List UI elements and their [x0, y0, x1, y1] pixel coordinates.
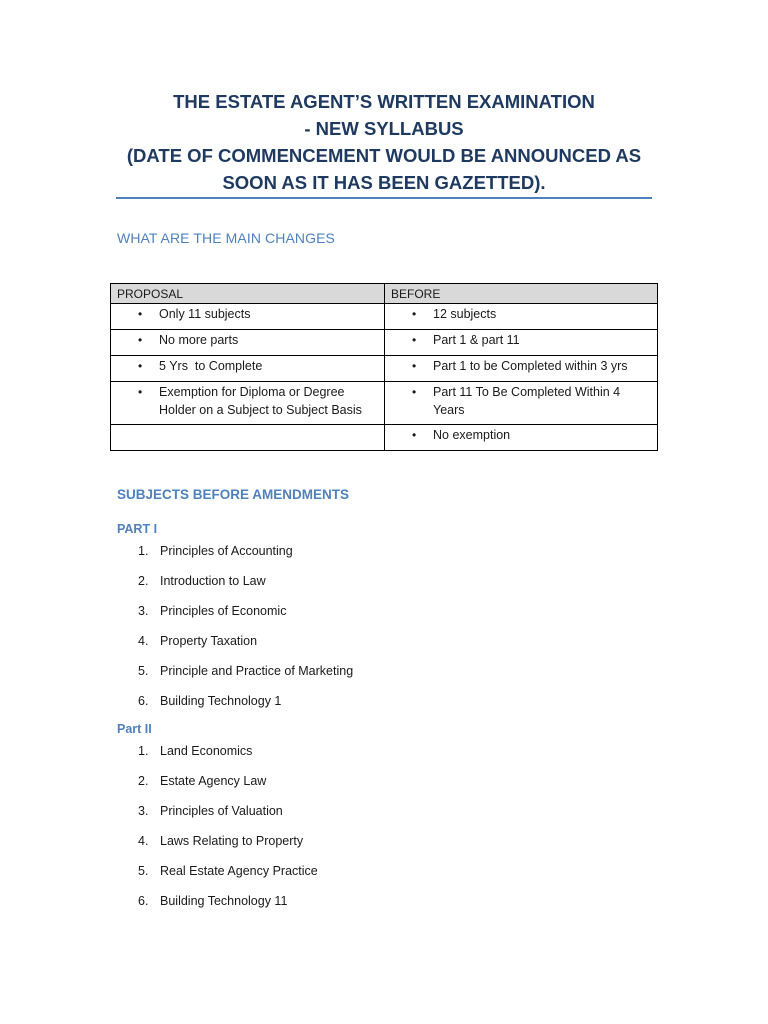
title-line-4: SOON AS IT HAS BEEN GAZETTED). [222, 172, 546, 193]
bullet-icon: • [412, 333, 417, 347]
before-cell [385, 330, 658, 356]
subject-name: Laws Relating to Property [160, 834, 304, 848]
list-number: 5. [138, 864, 149, 878]
before-cell [385, 356, 658, 382]
before-cell [385, 425, 658, 451]
proposal-text: Exemption for Diploma or Degree Holder on a Subject to Subject Basis [159, 385, 362, 417]
subject-name: Principles of Economic [160, 604, 287, 618]
before-cell [385, 304, 658, 330]
list-number: 4. [138, 834, 149, 848]
bullet-icon: • [412, 359, 417, 373]
proposal-cell-empty [111, 425, 385, 451]
document-title [100, 88, 668, 196]
bullet-icon: • [138, 307, 143, 321]
table-row [111, 304, 658, 330]
before-text: Part 1 & part 11 [433, 333, 520, 347]
list-number: 1. [138, 544, 149, 558]
changes-table [110, 283, 658, 451]
proposal-cell [111, 356, 385, 382]
before-text: Part 1 to be Completed within 3 yrs [433, 359, 628, 373]
table-row [111, 356, 658, 382]
before-text: 12 subjects [433, 307, 497, 321]
proposal-text: No more parts [159, 333, 239, 347]
proposal-text: Only 11 subjects [159, 307, 251, 321]
list-number: 6. [138, 894, 149, 908]
bullet-icon: • [138, 359, 143, 373]
bullet-icon: • [138, 333, 143, 347]
changes-heading: WHAT ARE THE MAIN CHANGES [117, 230, 335, 246]
list-number: 4. [138, 634, 149, 648]
list-number: 3. [138, 604, 149, 618]
title-divider [116, 197, 652, 199]
table-header-row [111, 284, 658, 304]
subject-name: Introduction to Law [160, 574, 266, 588]
subject-name: Real Estate Agency Practice [160, 864, 318, 878]
column-header-proposal: PROPOSAL [111, 284, 385, 304]
column-header-before: BEFORE [385, 284, 658, 304]
part-1-label: PART I [117, 522, 158, 536]
proposal-cell [111, 304, 385, 330]
proposal-cell [111, 330, 385, 356]
subject-name: Building Technology 1 [160, 694, 282, 708]
subject-name: Principles of Accounting [160, 544, 293, 558]
title-line-1: THE ESTATE AGENT’S WRITTEN EXAMINATION [173, 91, 595, 112]
before-text: Part 11 To Be Completed Within 4 Years [433, 385, 621, 417]
table-row [111, 330, 658, 356]
proposal-text: 5 Yrs to Complete [159, 359, 263, 373]
subject-name: Land Economics [160, 744, 253, 758]
proposal-cell [111, 382, 385, 425]
bullet-icon: • [412, 428, 417, 442]
subject-name: Property Taxation [160, 634, 258, 648]
list-number: 3. [138, 804, 149, 818]
before-text: No exemption [433, 428, 511, 442]
subjects-heading: SUBJECTS BEFORE AMENDMENTS [117, 487, 350, 502]
list-number: 2. [138, 574, 149, 588]
bullet-icon: • [412, 307, 417, 321]
subject-name: Principles of Valuation [160, 804, 283, 818]
list-number: 2. [138, 774, 149, 788]
bullet-icon: • [412, 385, 417, 399]
subject-name: Building Technology 11 [160, 894, 288, 908]
list-number: 1. [138, 744, 149, 758]
subject-name: Estate Agency Law [160, 774, 267, 788]
title-line-3: (DATE OF COMMENCEMENT WOULD BE ANNOUNCED AS [126, 145, 642, 166]
bullet-icon: • [138, 385, 143, 399]
title-line-2: - NEW SYLLABUS [304, 118, 464, 139]
part-2-label: Part II [117, 722, 152, 736]
subject-name: Principle and Practice of Marketing [160, 664, 354, 678]
table-row [111, 425, 658, 451]
before-cell [385, 382, 658, 425]
list-number: 5. [138, 664, 149, 678]
list-number: 6. [138, 694, 149, 708]
table-row [111, 382, 658, 425]
